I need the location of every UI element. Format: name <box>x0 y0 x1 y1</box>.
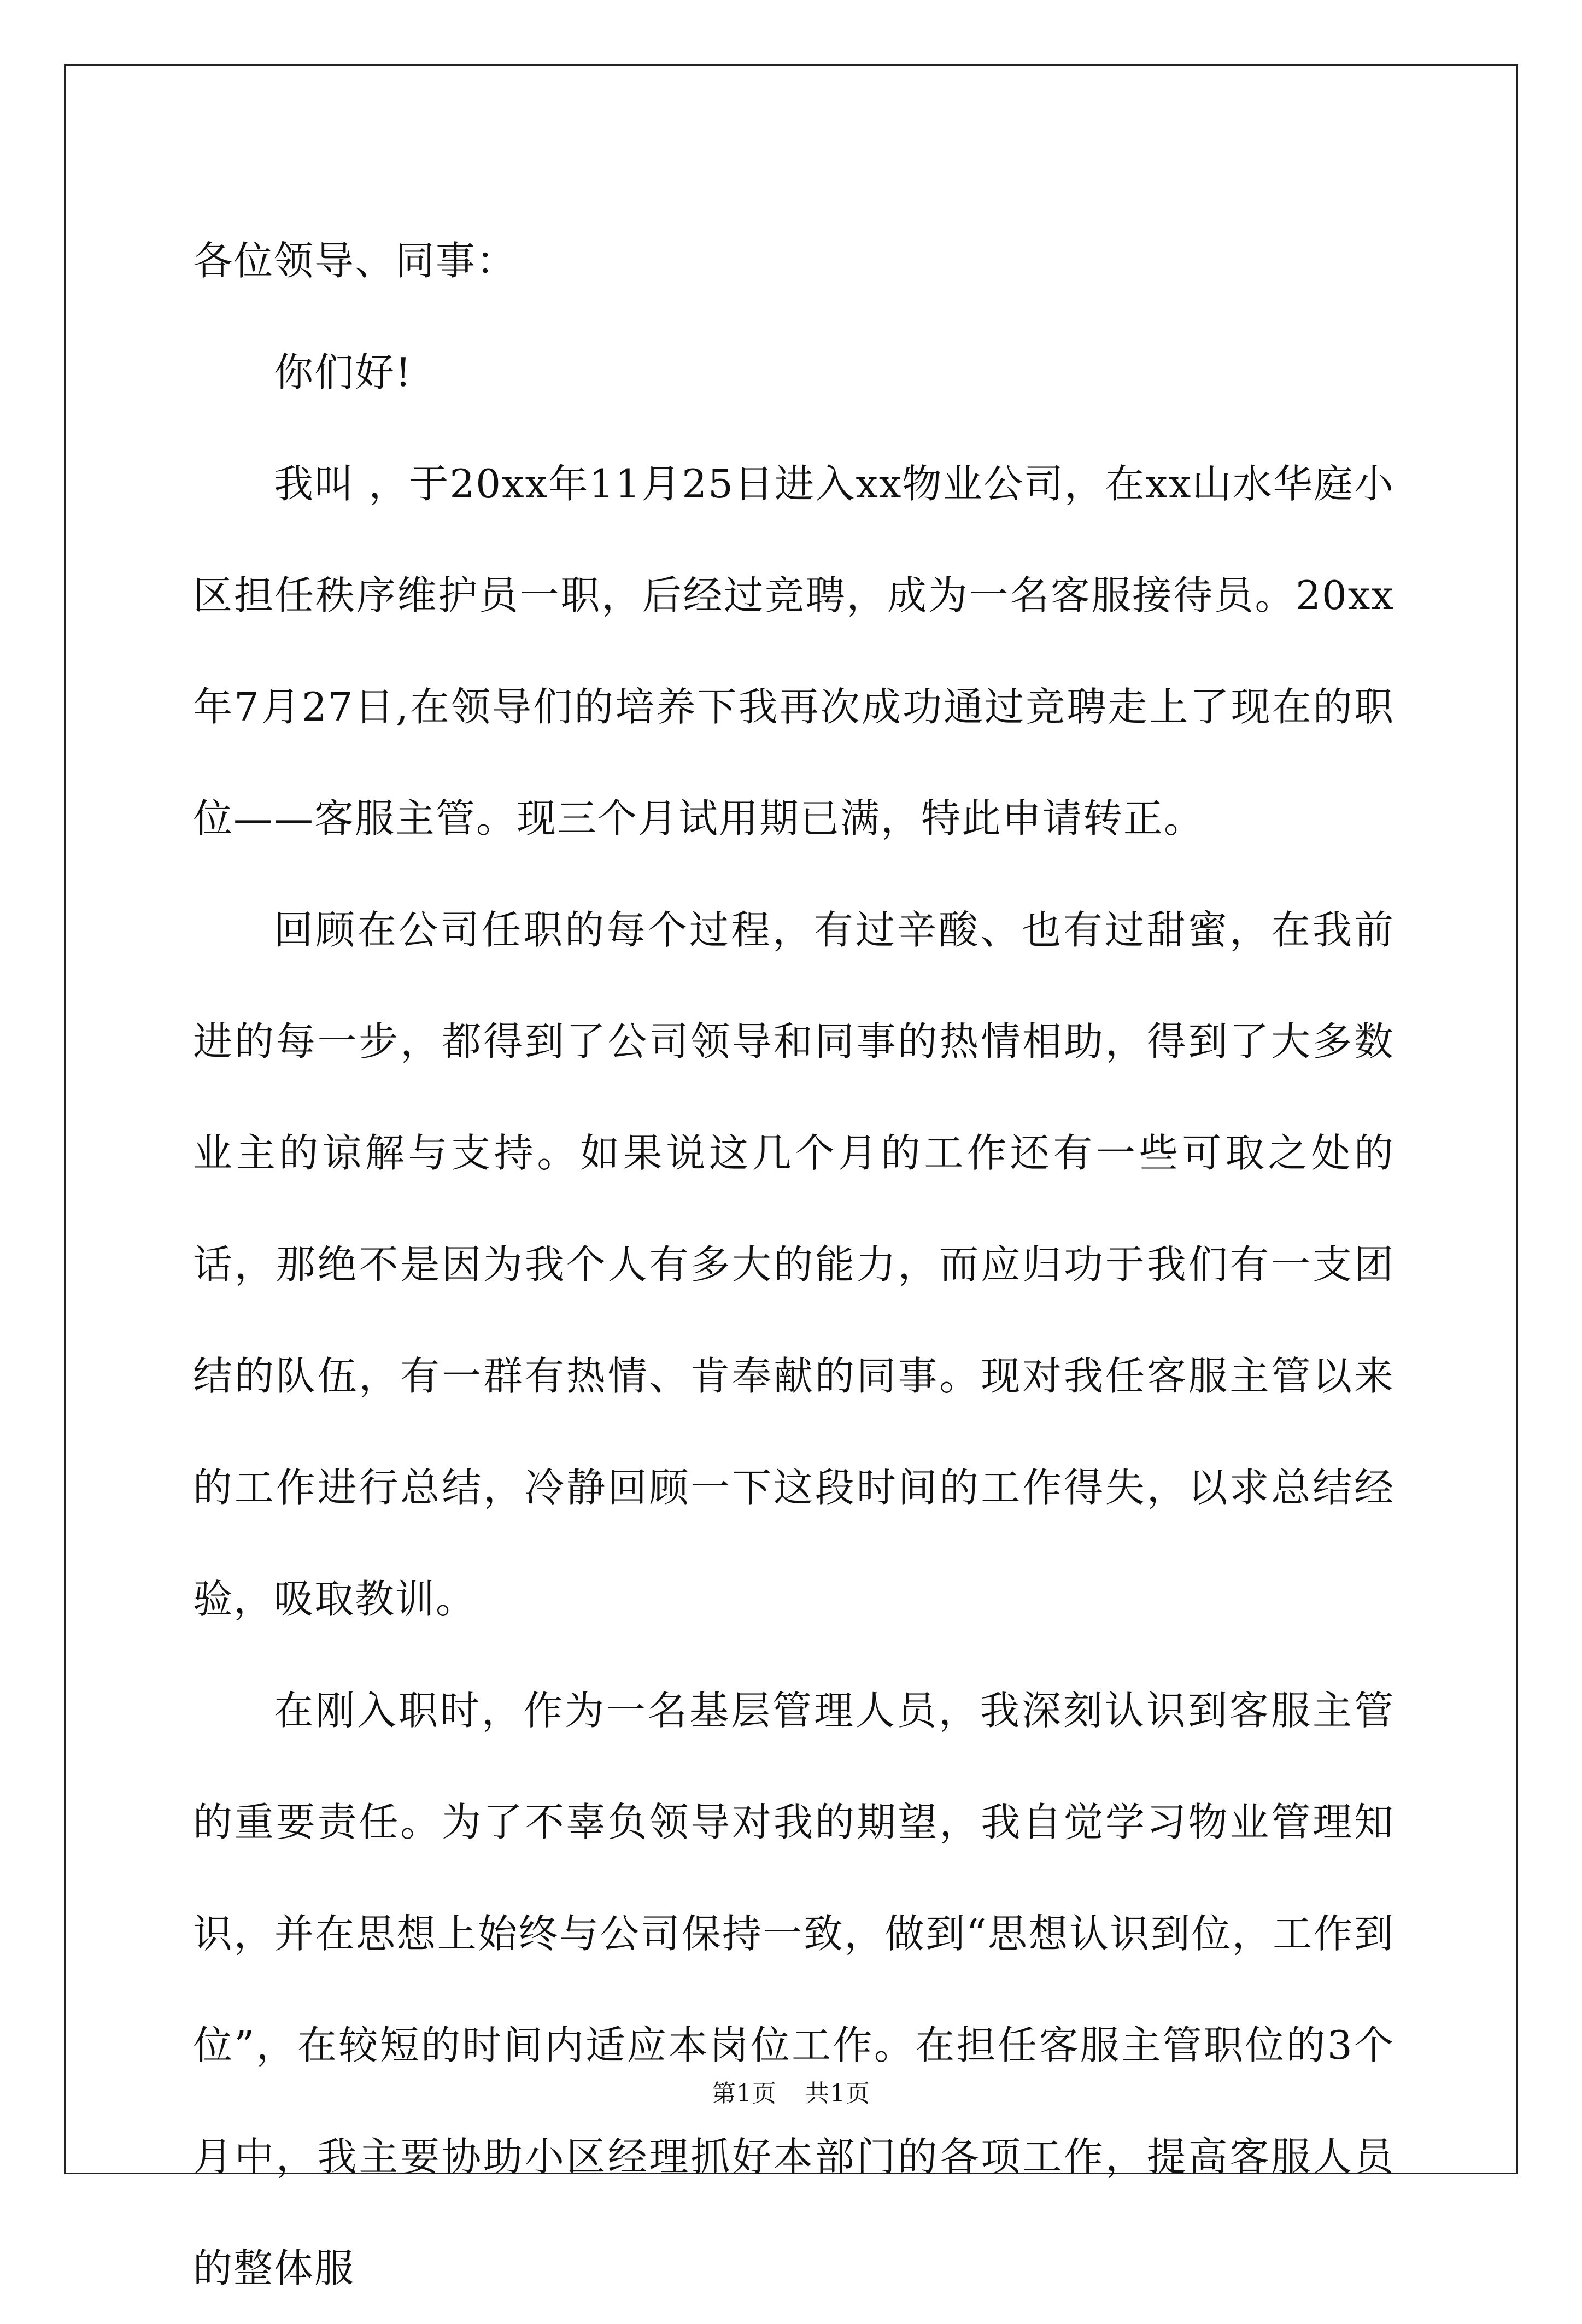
salutation: 各位领导、同事： <box>193 238 517 284</box>
page-total: 共1页 <box>805 2080 870 2108</box>
paragraph-responsibility: 在刚入职时，作为一名基层管理人员，我深刻认识到客服主管的重要责任。为了不辜负领导对我的期望，我自觉学习物业管理知识，并在思想上始终与公司保持一致，做到“思想认识到位，工作到位”，在较短的时间内适应本岗位工作。在担任客服主管职位的3个月中，我主要协助小区经理抓好本部门的各项工作，提高客服人员的整体服 <box>193 1688 1394 2291</box>
letter-body <box>193 205 1394 2324</box>
page-footer <box>0 2077 1582 2110</box>
paragraph-review: 回顾在公司任职的每个过程，有过辛酸、也有过甜蜜，在我前进的每一步，都得到了公司领导和同事的热情相助，得到了大多数业主的谅解与支持。如果说这几个月的工作还有一些可取之处的话，那绝不是因为我个人有多大的能力，而应归功于我们有一支团结的队伍，有一群有热情、肯奉献的同事。现对我任客服主管以来的工作进行总结，冷静回顾一下这段时间的工作得失，以求总结经验，吸取教训。 <box>193 907 1394 1622</box>
page-number: 第1页 <box>712 2080 777 2108</box>
greeting: 你们好! <box>274 349 412 395</box>
paragraph-intro: 我叫 ，于20xx年11月25日进入xx物业公司，在xx山水华庭小区担任秩序维护员一职，后经过竞聘，成为一名客服接待员。20xx年7月27日,在领导们的培养下我再次成功通过竞聘走上了现在的职位——客服主管。现三个月试用期已满，特此申请转正。 <box>193 461 1394 841</box>
